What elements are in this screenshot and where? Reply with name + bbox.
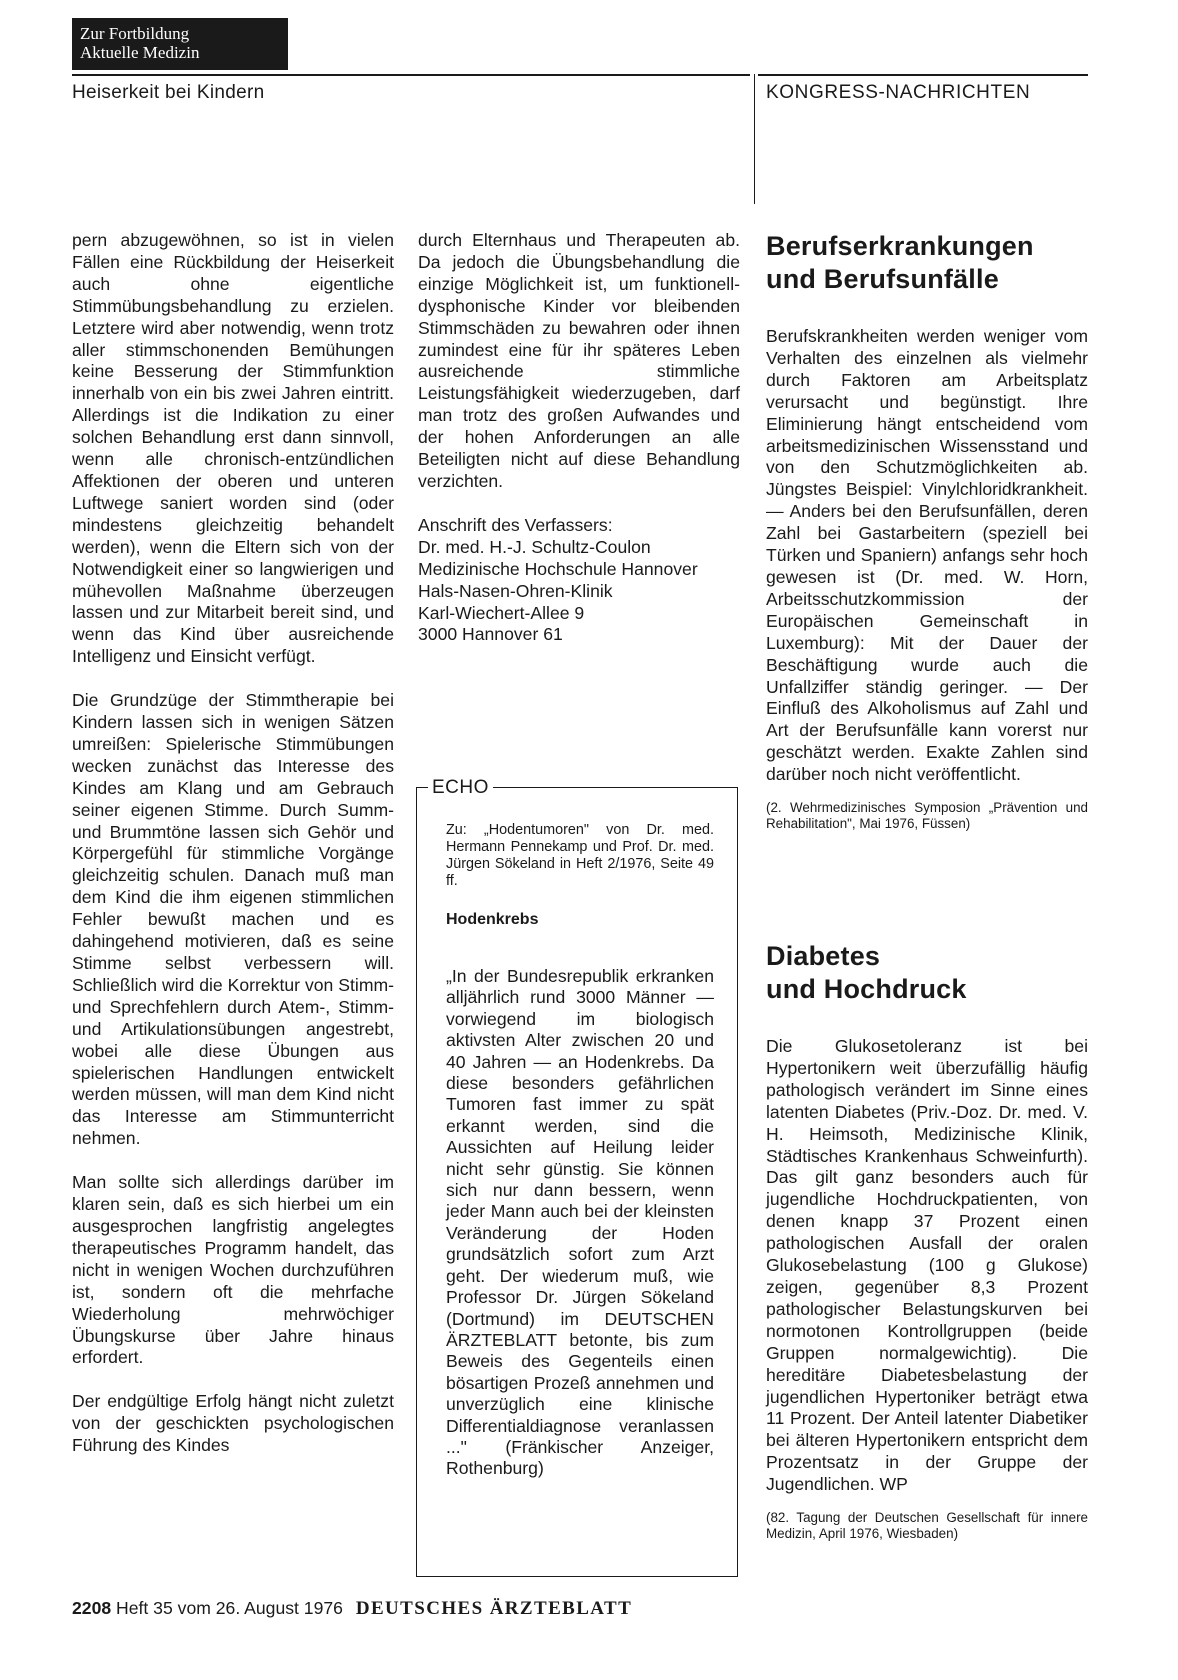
article-body: Berufskrankheiten werden weniger vom Verhalten des einzelnen als vielmehr durch Faktoren am Arbeitsplatz verursacht und begünstigt. Ihre Eliminierung hängt entscheidend vom arbeitsmedizinischen Wissensstand und von den Schutzmöglichkeiten ab. Jüngstes Beispiel: Vinylchloridkrankheit. — Anders bei den Berufsunfällen, deren Zahl bei Gastarbeitern (speziell bei Türken und Spaniern) anfangs sehr hoch gewesen ist (Dr. med. W. Horn, Arbeitsschutzkommission der Europäischen Gemeinschaft in Luxemburg): Mit der Dauer der Beschäftigung wurde auch die Unfallziffer ständig geringer. — Der Einfluß des Alkoholismus auf Zahl und Art der Berufsunfälle kann vorerst nur geschätzt werden. Exakte Zahlen sind darüber noch nicht veröffentlicht. (766, 326, 1088, 785)
page-number: 2208 (72, 1598, 112, 1618)
address-line: Hals-Nasen-Ohren-Klinik (418, 580, 613, 601)
paragraph: Der endgültige Erfolg hängt nicht zuletzt von der geschickten psychologischen Führung des Kindes (72, 1391, 394, 1456)
header-rule-right (758, 74, 1088, 76)
header-column-divider (754, 74, 755, 204)
article-topic: Heiserkeit bei Kindern (72, 82, 265, 103)
paragraph: Die Grundzüge der Stimmtherapie bei Kindern lassen sich in wenigen Sätzen umreißen: Spielerische Stimmübungen wecken zunächst das Interesse des Kindes am Klang und am Gebrauch seiner eigenen Stimme. Durch Summ- und Brummtöne lassen sich Gehör und Körpergefühl für stimmliche Vorgänge gleichzeitig schulen. Danach muß man dem Kind die ihm eigenen stimmlichen Fehler bewußt machen und es dahingehend motivieren, daß es seine Stimme selbst verbessern will. Schließlich wird die Korrektur von Stimm- und Sprechfehlern durch Atem-, Stimm- und Artikulationsübungen angestrebt, wobei alle diese Übungen aus spielerischen Handlungen entwickelt werden müssen, will man dem Kind nicht das Interesse am Stimmunterricht nehmen. (72, 690, 394, 1149)
paragraph: Man sollte sich allerdings darüber im klaren sein, daß es sich hierbei um ein ausgesprochen langfristig angelegtes therapeutisches Programm handelt, das nicht in wenigen Wochen durchzuführen ist, sondern oft die mehrfache Wiederholung mehrwöchiger Übungskurse über Jahre hinaus erfordert. (72, 1172, 394, 1368)
issue-info: Heft 35 vom 26. August 1976 (116, 1598, 343, 1618)
article-source: (82. Tagung der Deutschen Gesellschaft für innere Medizin, April 1976, Wiesbaden) (766, 1510, 1088, 1542)
article-headline (766, 940, 1088, 1006)
journal-masthead: DEUTSCHES ÄRZTEBLATT (355, 1598, 633, 1619)
headline-line: Diabetes (766, 941, 881, 971)
page-footer (72, 1598, 632, 1620)
column-3-article-1 (766, 230, 1088, 832)
section-label-box (72, 18, 288, 70)
column-2 (418, 230, 740, 646)
paragraph: pern abzugewöhnen, so ist in vielen Fällen eine Rückbildung der Heiserkeit auch ohne eigentliche Stimmübungsbehandlung zu erzielen. Letztere wird aber notwendig, wenn trotz aller stimmschonenden Bemühungen keine Besserung der Stimmfunktion innerhalb von ein bis zwei Jahren eintritt. Allerdings ist die Indikation zu einer solchen Behandlung erst dann sinnvoll, wenn alle chronisch-entzündlichen Affektionen der oberen und unteren Luftwege saniert worden sind (oder mindestens gleichzeitig behandelt werden), wenn die Eltern sich von der Notwendigkeit einer so langwierigen und mühevollen Maßnahme überzeugen lassen und zur Mitarbeit bereit sind, und wenn das Kind über ausreichende Intelligenz und Einsicht verfügt. (72, 230, 394, 667)
headline-line: und Berufsunfälle (766, 264, 999, 294)
section-label-line1: Zur Fortbildung (80, 24, 190, 43)
author-address (418, 515, 740, 646)
address-line: Anschrift des Verfassers: (418, 514, 613, 535)
headline-line: und Hochdruck (766, 974, 967, 1004)
column-3-article-2 (766, 940, 1088, 1542)
rubric-title: KONGRESS-NACHRICHTEN (766, 82, 1031, 103)
address-line: Dr. med. H.-J. Schultz-Coulon (418, 536, 651, 557)
echo-body: „In der Bundesrepublik erkranken alljährlich rund 3000 Männer — vorwiegend im biologisch aktivsten Alter zwischen 20 und 40 Jahren — an Hodenkrebs. Da diese besonders gefährlichen Tumoren fast immer zu spät erkannt werden, sind die Aussichten auf Heilung leider nicht sehr günstig. Sie können sich nur dann bessern, wenn jeder Mann auch bei der kleinsten Veränderung der Hoden grundsätzlich sofort zum Arzt geht. Der wiederum muß, wie Professor Dr. Jürgen Sökeland (Dortmund) im DEUTSCHEN ÄRZTEBLATT betonte, bis zum Beweis des Gegenteils einen bösartigen Prozeß annehmen und unverzüglich eine klinische Differentialdiagnose veranlassen ..." (Fränkischer Anzeiger, Rothenburg) (446, 966, 714, 1479)
headline-line: Berufserkrankungen (766, 231, 1034, 261)
address-line: Karl-Wiechert-Allee 9 (418, 602, 585, 623)
article-body: Die Glukosetoleranz ist bei Hypertonikern weit überzufällig häufig pathologisch verändert im Sinne eines latenten Diabetes (Priv.-Doz. Dr. med. V. H. Heimsoth, Medizinische Klinik, Städtisches Krankenhaus Schweinfurth). Das gilt ganz besonders auch für jugendliche Hochdruckpatienten, von denen knapp 37 Prozent einen pathologischen Ausfall der oralen Glukosebelastung (100 g Glukose) zeigen, gegenüber 8,3 Prozent pathologischer Belastungskurven bei normotonen Kontrollgruppen (beide Gruppen normalgewichtig). Die hereditäre Diabetesbelastung der jugendlichen Hypertoniker beträgt etwa 11 Prozent. Der Anteil latenter Diabetiker bei älteren Hypertonikern entspricht dem Prozentsatz in der Gruppe der Jugendlichen. WP (766, 1036, 1088, 1495)
section-label-line2: Aktuelle Medizin (80, 43, 200, 62)
address-line: Medizinische Hochschule Hannover (418, 558, 698, 579)
echo-label: ECHO (428, 777, 493, 799)
echo-reference: Zu: „Hodentumoren" von Dr. med. Hermann Pennekamp und Prof. Dr. med. Jürgen Sökeland in Heft 2/1976, Seite 49 ff. (446, 822, 714, 889)
column-1 (72, 230, 394, 1457)
header-rule-left (72, 74, 750, 76)
address-line: 3000 Hannover 61 (418, 624, 563, 645)
article-headline (766, 230, 1088, 296)
echo-heading: Hodenkrebs (446, 911, 539, 928)
paragraph: durch Elternhaus und Therapeuten ab. Da jedoch die Übungsbehandlung die einzige Möglichkeit ist, um funktionell-dysphonische Kinder vor bleibenden Stimmschäden zu bewahren oder ihnen zumindest eine für ihr späteres Leben ausreichende stimmliche Leistungsfähigkeit wiederzugeben, darf man trotz des großen Aufwandes und der hohen Anforderungen an alle Beteiligten nicht auf diese Behandlung verzichten. (418, 230, 740, 491)
article-source: (2. Wehrmedizinisches Symposion „Prävention und Rehabilitation", Mai 1976, Füssen) (766, 800, 1088, 832)
